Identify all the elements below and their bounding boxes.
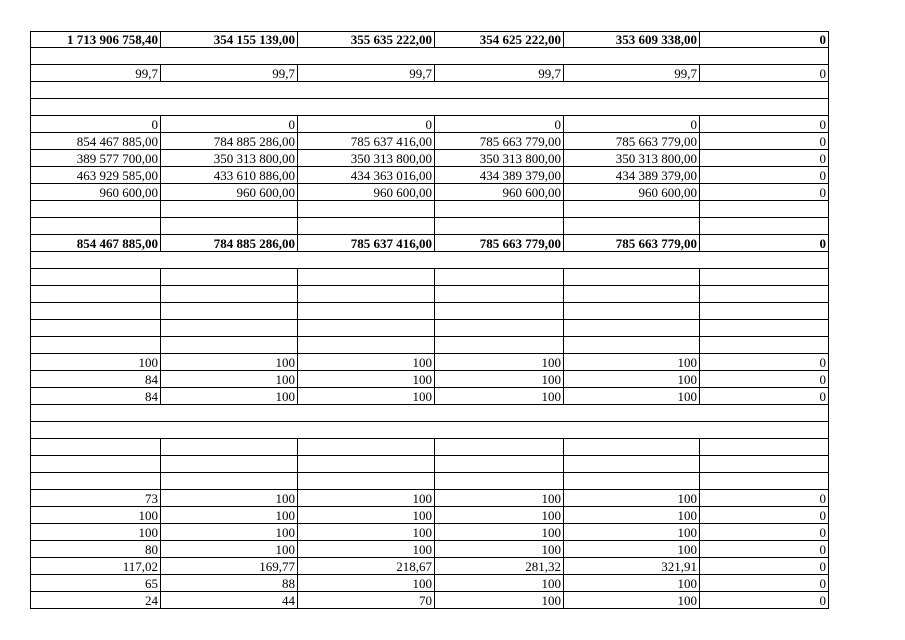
table-cell (435, 303, 564, 320)
table-cell: 100 (435, 575, 564, 592)
table-cell: 100 (435, 490, 564, 507)
table-cell (700, 269, 829, 286)
table-cell: 0 (700, 354, 829, 371)
table-cell: 960 600,00 (435, 184, 564, 201)
table-cell (31, 337, 161, 354)
table-row-blank (31, 422, 829, 439)
table-cell: 99,7 (564, 65, 700, 82)
table-cell (435, 218, 564, 235)
table-cell: 434 363 016,00 (298, 167, 435, 184)
table-cell: 80 (31, 541, 161, 558)
table-cell: 785 663 779,00 (435, 133, 564, 150)
table-cell: 100 (161, 388, 298, 405)
table-cell: 321,91 (564, 558, 700, 575)
table-cell: 354 155 139,00 (161, 32, 298, 48)
table-cell: 0 (700, 150, 829, 167)
table-cell (161, 201, 298, 218)
table-cell: 960 600,00 (161, 184, 298, 201)
table-cell (31, 456, 161, 473)
table-cell: 99,7 (435, 65, 564, 82)
table-cell (564, 286, 700, 303)
table-row (31, 558, 829, 575)
table-cell (298, 320, 435, 337)
table-cell (161, 218, 298, 235)
table-cell: 0 (161, 116, 298, 133)
table-cell: 854 467 885,00 (31, 133, 161, 150)
table-cell-merged (31, 99, 829, 116)
table-cell (161, 439, 298, 456)
table-row (31, 32, 829, 48)
table-cell (31, 201, 161, 218)
table-cell: 0 (700, 592, 829, 609)
table-cell: 785 663 779,00 (564, 235, 700, 252)
table-cell (298, 269, 435, 286)
table-cell: 88 (161, 575, 298, 592)
table-row (31, 133, 829, 150)
table-cell: 100 (564, 524, 700, 541)
table-cell (298, 439, 435, 456)
table-cell: 0 (700, 524, 829, 541)
table-row (31, 354, 829, 371)
table-row (31, 116, 829, 133)
table-cell (564, 303, 700, 320)
table-cell: 1 713 906 758,40 (31, 32, 161, 48)
table-cell: 389 577 700,00 (31, 150, 161, 167)
table-cell: 784 885 286,00 (161, 235, 298, 252)
table-cell: 0 (700, 235, 829, 252)
table-cell (700, 320, 829, 337)
table-cell: 169,77 (161, 558, 298, 575)
table-row (31, 65, 829, 82)
table-cell: 0 (700, 490, 829, 507)
table-cell: 100 (298, 354, 435, 371)
table-cell: 350 313 800,00 (435, 150, 564, 167)
table-cell: 100 (298, 524, 435, 541)
table-cell: 100 (161, 490, 298, 507)
table-cell (161, 456, 298, 473)
table-row (31, 388, 829, 405)
table-cell: 0 (700, 575, 829, 592)
table-cell (31, 218, 161, 235)
table-cell-merged (31, 252, 829, 269)
table-cell: 433 610 886,00 (161, 167, 298, 184)
table-cell (298, 286, 435, 303)
table-cell (31, 303, 161, 320)
table-cell (31, 473, 161, 490)
table-cell (700, 286, 829, 303)
table-cell: 99,7 (161, 65, 298, 82)
table-cell: 0 (700, 32, 829, 48)
table-row (31, 456, 829, 473)
table-cell: 100 (161, 541, 298, 558)
table-cell: 24 (31, 592, 161, 609)
table-row (31, 303, 829, 320)
table-cell (564, 269, 700, 286)
table-cell (700, 337, 829, 354)
table-cell (31, 286, 161, 303)
table-cell (700, 473, 829, 490)
table-row (31, 575, 829, 592)
table-cell (435, 201, 564, 218)
table-row (31, 167, 829, 184)
table-cell (161, 473, 298, 490)
table-cell (298, 201, 435, 218)
table-cell: 281,32 (435, 558, 564, 575)
table-cell (31, 320, 161, 337)
table-cell: 355 635 222,00 (298, 32, 435, 48)
table-cell: 0 (31, 116, 161, 133)
table-cell: 785 637 416,00 (298, 235, 435, 252)
table-cell: 0 (700, 371, 829, 388)
table-cell (161, 337, 298, 354)
table-cell: 99,7 (31, 65, 161, 82)
table-cell: 99,7 (298, 65, 435, 82)
table-cell-merged (31, 48, 829, 65)
table-cell: 434 389 379,00 (564, 167, 700, 184)
table-cell (700, 456, 829, 473)
table-cell: 218,67 (298, 558, 435, 575)
table-cell: 100 (435, 592, 564, 609)
table-cell: 785 663 779,00 (435, 235, 564, 252)
table-cell-merged (31, 405, 829, 422)
table-cell: 463 929 585,00 (31, 167, 161, 184)
table-cell: 73 (31, 490, 161, 507)
table-cell: 0 (564, 116, 700, 133)
table-cell: 100 (298, 388, 435, 405)
table-cell (700, 439, 829, 456)
table-cell: 0 (700, 65, 829, 82)
table-cell: 0 (700, 558, 829, 575)
table-cell: 65 (31, 575, 161, 592)
table-row (31, 524, 829, 541)
table-cell: 100 (161, 354, 298, 371)
table-cell: 100 (298, 371, 435, 388)
table-row (31, 507, 829, 524)
table-cell (435, 269, 564, 286)
table-cell: 0 (700, 541, 829, 558)
table-cell: 434 389 379,00 (435, 167, 564, 184)
table-body (31, 32, 829, 609)
table-cell: 0 (700, 388, 829, 405)
table-cell: 354 625 222,00 (435, 32, 564, 48)
table-cell (564, 473, 700, 490)
table-row (31, 439, 829, 456)
table-row (31, 541, 829, 558)
table-cell (564, 201, 700, 218)
table-cell-merged (31, 82, 829, 99)
table-row (31, 592, 829, 609)
table-cell: 100 (31, 524, 161, 541)
table-cell: 785 637 416,00 (298, 133, 435, 150)
table-cell: 70 (298, 592, 435, 609)
table-row (31, 150, 829, 167)
table-cell (161, 269, 298, 286)
table-cell: 100 (564, 490, 700, 507)
table-cell-merged (31, 422, 829, 439)
table-cell: 960 600,00 (298, 184, 435, 201)
table-cell: 100 (161, 524, 298, 541)
table-cell (435, 286, 564, 303)
table-row-blank (31, 82, 829, 99)
table-row (31, 201, 829, 218)
table-cell: 0 (435, 116, 564, 133)
table-cell (161, 320, 298, 337)
table-cell: 117,02 (31, 558, 161, 575)
table-cell (435, 439, 564, 456)
table-row-blank (31, 252, 829, 269)
table-cell: 100 (298, 575, 435, 592)
table-cell: 100 (298, 490, 435, 507)
table-row (31, 184, 829, 201)
table-cell: 100 (564, 575, 700, 592)
table-cell: 100 (31, 507, 161, 524)
table-cell: 100 (298, 541, 435, 558)
table-cell: 785 663 779,00 (564, 133, 700, 150)
table-cell: 784 885 286,00 (161, 133, 298, 150)
table-cell: 0 (700, 167, 829, 184)
table-cell (564, 320, 700, 337)
table-cell: 0 (298, 116, 435, 133)
table-cell: 100 (435, 371, 564, 388)
table-cell (435, 337, 564, 354)
table-cell (700, 303, 829, 320)
table-cell: 100 (435, 524, 564, 541)
table-cell (564, 218, 700, 235)
table-cell (298, 456, 435, 473)
table-row (31, 269, 829, 286)
table-row (31, 490, 829, 507)
table-cell: 100 (435, 388, 564, 405)
table-cell (298, 218, 435, 235)
table-cell: 100 (435, 541, 564, 558)
table-cell (161, 286, 298, 303)
table-cell: 100 (161, 371, 298, 388)
table-cell: 100 (435, 507, 564, 524)
table-cell: 0 (700, 133, 829, 150)
table-cell (564, 439, 700, 456)
budget-indicator-table (30, 31, 829, 609)
table-cell: 100 (564, 541, 700, 558)
table-cell: 100 (564, 388, 700, 405)
table-cell (298, 303, 435, 320)
table-cell (31, 269, 161, 286)
table-cell: 350 313 800,00 (564, 150, 700, 167)
table-row (31, 337, 829, 354)
table-cell (435, 456, 564, 473)
table-row-blank (31, 48, 829, 65)
table-cell (161, 303, 298, 320)
table-cell (564, 456, 700, 473)
table-row (31, 286, 829, 303)
table-cell: 350 313 800,00 (161, 150, 298, 167)
table-cell: 960 600,00 (564, 184, 700, 201)
table-cell (700, 201, 829, 218)
table-cell (31, 439, 161, 456)
table-cell: 44 (161, 592, 298, 609)
table-cell (298, 473, 435, 490)
table-cell (435, 473, 564, 490)
table-cell: 84 (31, 371, 161, 388)
table-row (31, 218, 829, 235)
table-cell: 960 600,00 (31, 184, 161, 201)
table-cell (564, 337, 700, 354)
table-cell (700, 218, 829, 235)
table-cell: 100 (564, 592, 700, 609)
table-cell: 100 (435, 354, 564, 371)
table-row-blank (31, 405, 829, 422)
table-cell: 100 (31, 354, 161, 371)
table-cell: 0 (700, 184, 829, 201)
table-row (31, 371, 829, 388)
table-cell: 100 (161, 507, 298, 524)
table-cell (298, 337, 435, 354)
table-row (31, 473, 829, 490)
table-cell: 100 (564, 371, 700, 388)
table-cell: 100 (564, 354, 700, 371)
table-cell: 0 (700, 116, 829, 133)
table-cell: 350 313 800,00 (298, 150, 435, 167)
table-row (31, 320, 829, 337)
table-cell (435, 320, 564, 337)
table-cell: 854 467 885,00 (31, 235, 161, 252)
table-cell: 100 (298, 507, 435, 524)
table-row (31, 235, 829, 252)
table-row-blank (31, 99, 829, 116)
table-cell: 100 (564, 507, 700, 524)
table-cell: 353 609 338,00 (564, 32, 700, 48)
table-cell: 84 (31, 388, 161, 405)
table-cell: 0 (700, 507, 829, 524)
